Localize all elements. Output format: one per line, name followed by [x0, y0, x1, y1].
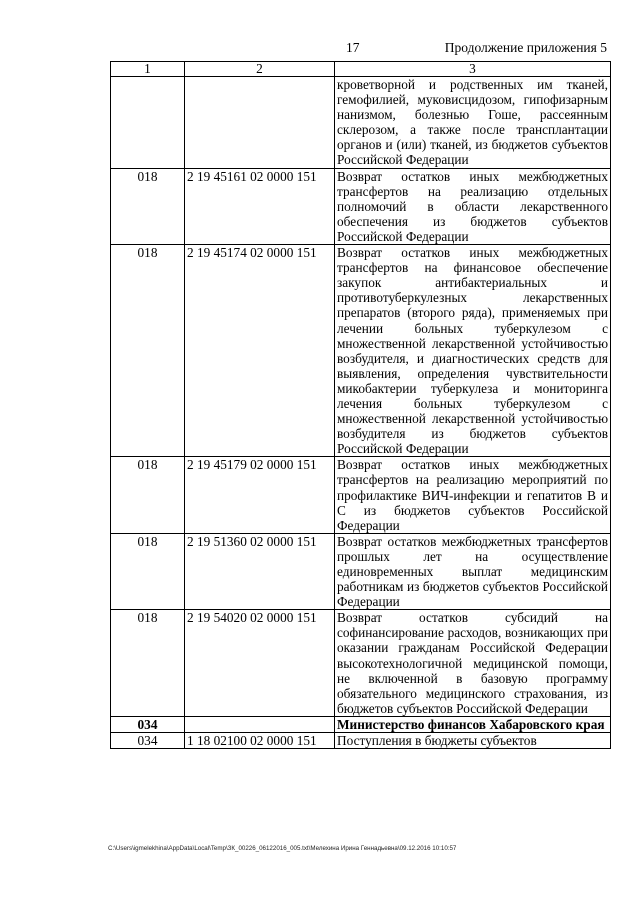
budget-code-cell: 2 19 54020 02 0000 151 — [185, 610, 335, 717]
table-row — [111, 716, 611, 732]
table-header-row — [111, 62, 611, 77]
admin-code-cell: 018 — [111, 245, 185, 457]
column-header-3: 3 — [335, 62, 611, 77]
budget-code-cell: 2 19 51360 02 0000 151 — [185, 533, 335, 609]
description-cell: Возврат остатков иных межбюджетных трансфертов на реализацию мероприятий по профилактике ВИЧ-инфекции и гепатитов В и С из бюджетов субъектов Российской Федерации — [335, 457, 611, 533]
table-row — [111, 533, 611, 609]
budget-codes-table — [110, 61, 611, 749]
description-cell: Возврат остатков межбюджетных трансфертов прошлых лет на осуществление единовременных выплат медицинским работникам из бюджетов субъектов Российской Федерации — [335, 533, 611, 609]
file-path-footer: C:\Users\igmelekhina\AppData\Local\Temp\ЗК_00226_06122016_005.txt\Мелехина Ирина Геннадьевна\09.12.2016 10:10:57 — [108, 845, 457, 852]
description-cell: Поступления в бюджеты субъектов — [335, 733, 611, 749]
page-number: 17 — [346, 40, 360, 55]
admin-code-cell: 018 — [111, 610, 185, 717]
description-cell: Возврат остатков субсидий на софинансирование расходов, возникающих при оказании гражданам Российской Федерации высокотехнологичной медицинской помощи, не включенной в базовую программу обязательного медицинского страхования, из бюджетов субъектов Российской Федерации — [335, 610, 611, 717]
budget-code-cell: 2 19 45174 02 0000 151 — [185, 245, 335, 457]
table-row — [111, 245, 611, 457]
column-header-1: 1 — [111, 62, 185, 77]
admin-code-cell: 018 — [111, 457, 185, 533]
budget-code-cell — [185, 77, 335, 169]
table-row — [111, 610, 611, 717]
continuation-title: Продолжение приложения 5 — [444, 40, 607, 55]
description-cell: кроветворной и родственных им тканей, гемофилией, муковисцидозом, гипофизарным нанизмом, болезнью Гоше, рассеянным склерозом, а также после трансплантации органов и (или) тканей, из бюджетов субъектов Российской Федерации — [335, 77, 611, 169]
description-cell: Министерство финансов Хабаровского края — [335, 716, 611, 732]
table-row — [111, 168, 611, 244]
column-header-2: 2 — [185, 62, 335, 77]
admin-code-cell: 018 — [111, 168, 185, 244]
budget-code-cell: 2 19 45161 02 0000 151 — [185, 168, 335, 244]
admin-code-cell — [111, 77, 185, 169]
admin-code-cell: 034 — [111, 733, 185, 749]
admin-code-cell: 018 — [111, 533, 185, 609]
budget-code-cell — [185, 716, 335, 732]
table-row — [111, 733, 611, 749]
budget-code-cell: 1 18 02100 02 0000 151 — [185, 733, 335, 749]
table-row — [111, 457, 611, 533]
admin-code-cell: 034 — [111, 716, 185, 732]
budget-code-cell: 2 19 45179 02 0000 151 — [185, 457, 335, 533]
description-cell: Возврат остатков иных межбюджетных трансфертов на реализацию отдельных полномочий в области лекарственного обеспечения из бюджетов субъектов Российской Федерации — [335, 168, 611, 244]
table-row — [111, 77, 611, 169]
description-cell: Возврат остатков иных межбюджетных трансфертов на финансовое обеспечение закупок антибактериальных и противотуберкулезных лекарственных препаратов (второго ряда), применяемых при лечении больных туберкулезом с множественной лекарственной устойчивостью возбудителя, и диагностических средств для выявления, определения чувствительности микобактерии туберкулеза и мониторинга лечения больных туберкулезом с множественной лекарственной устойчивостью возбудителя из бюджетов субъектов Российской Федерации — [335, 245, 611, 457]
